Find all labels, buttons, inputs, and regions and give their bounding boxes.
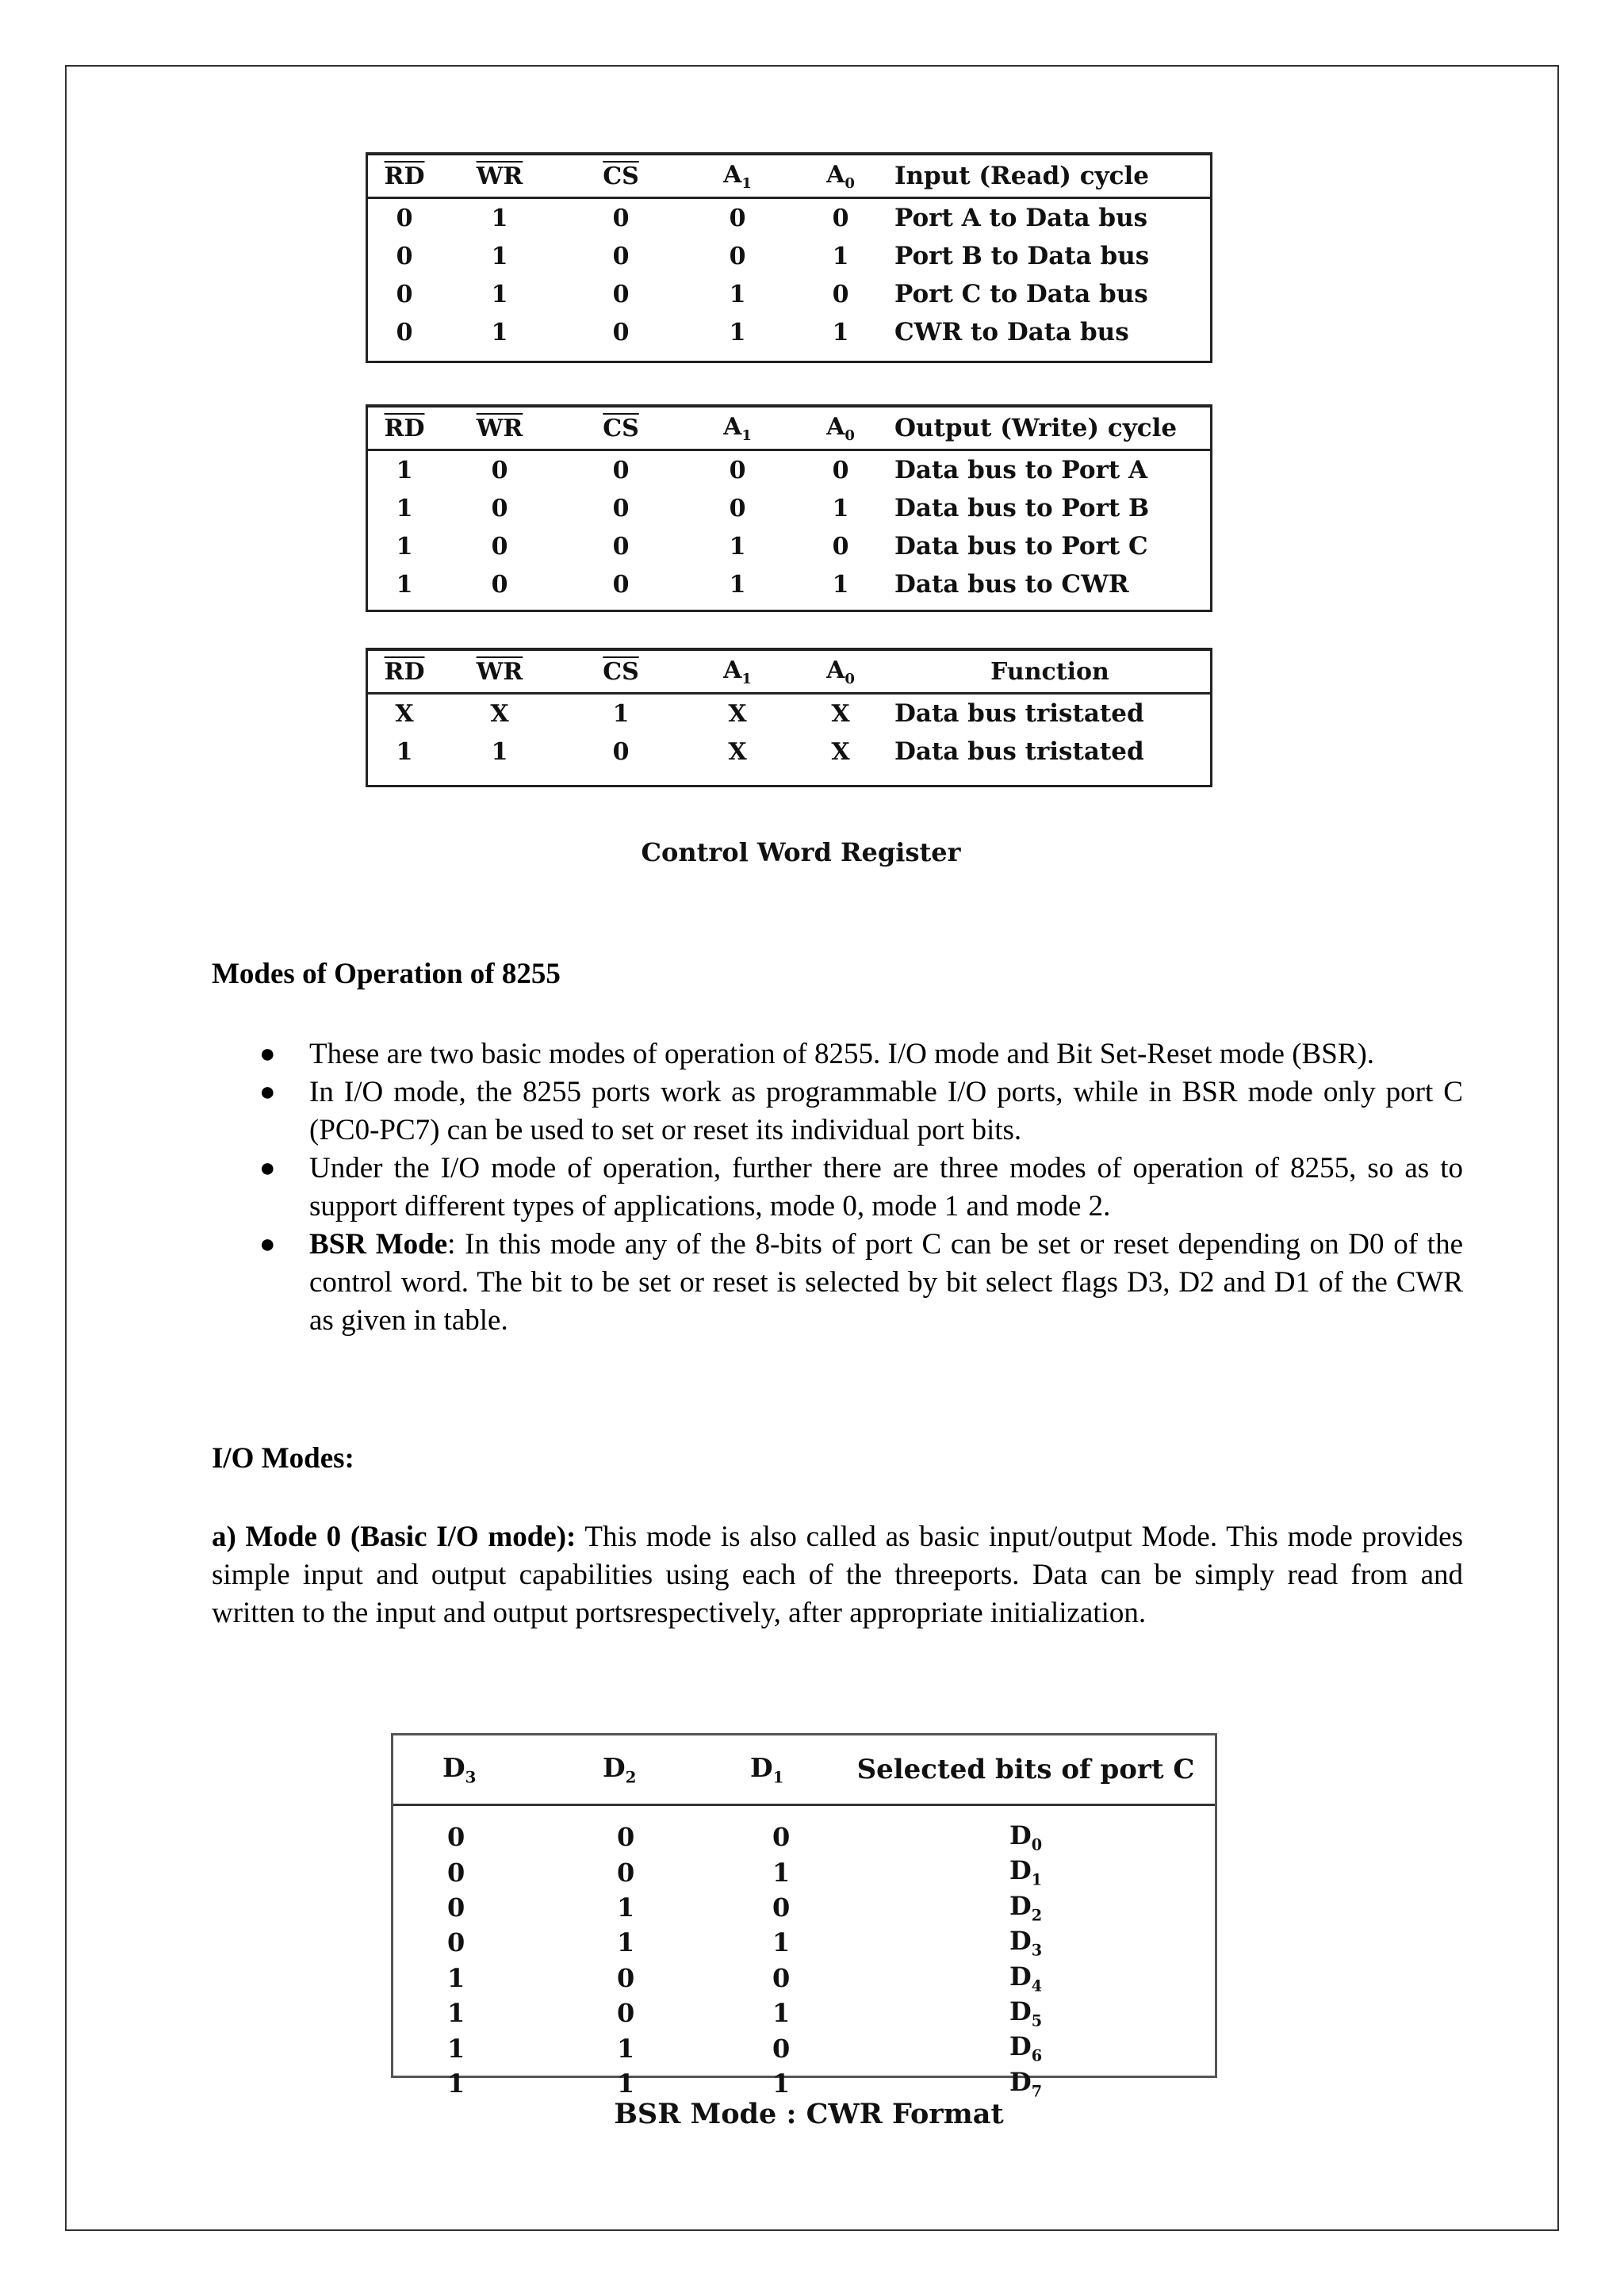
modes-heading: Modes of Operation of 8255 — [212, 958, 561, 990]
cell: 1 — [447, 1962, 465, 1993]
cell: 0 — [729, 456, 746, 484]
cell: 1 — [491, 280, 508, 308]
cell: 1 — [772, 2068, 791, 2099]
cell: 1 — [617, 1892, 635, 1923]
cell: 1 — [491, 242, 508, 270]
table-row — [368, 313, 1210, 351]
bullet-icon: ● — [259, 1230, 276, 1259]
a0-header: $A_0$ — [826, 656, 855, 687]
cell: Data bus tristated — [894, 699, 1144, 728]
wr-header: $\overline{WR}$ — [476, 162, 523, 190]
d3-header: $D_3$ — [393, 1735, 563, 1805]
input-cycle-table — [366, 152, 1212, 363]
cwr-caption: Control Word Register — [641, 837, 961, 867]
cell: 0 — [612, 456, 630, 484]
cell: X — [728, 737, 747, 766]
cell: 0 — [729, 204, 746, 232]
a1-header: $A_1$ — [723, 160, 752, 192]
cell: 1 — [772, 1998, 791, 2029]
cell: 0 — [612, 242, 630, 270]
a1-header: $A_1$ — [723, 412, 752, 444]
cell: 1 — [612, 699, 630, 728]
cell: 1 — [491, 204, 508, 232]
cell: 1 — [729, 570, 746, 599]
cell: 0 — [617, 1822, 635, 1853]
table-row — [393, 1890, 1215, 1925]
cell: 0 — [832, 204, 849, 232]
cell: 0 — [491, 532, 508, 561]
cell: $D_0$ — [1009, 1820, 1043, 1854]
cell: 0 — [491, 570, 508, 599]
cell: 0 — [447, 1857, 465, 1888]
cell: 0 — [772, 1822, 791, 1853]
cell: 1 — [447, 2033, 465, 2064]
rd-header: $\overline{RD}$ — [384, 657, 425, 686]
bsr-mode-label: BSR Mode — [309, 1228, 448, 1261]
cell: 0 — [617, 1962, 635, 1993]
cell: 1 — [772, 1927, 791, 1958]
cell: 0 — [612, 204, 630, 232]
cell: 1 — [491, 318, 508, 346]
a0-header: $A_0$ — [826, 160, 855, 192]
cell: 0 — [447, 1892, 465, 1923]
cell: 0 — [491, 456, 508, 484]
cs-header: $\overline{CS}$ — [603, 414, 639, 442]
cell: 1 — [832, 242, 849, 270]
list-item — [212, 1073, 1463, 1150]
cell: Data bus to Port C — [894, 532, 1148, 561]
cell: 1 — [396, 570, 413, 599]
list-item — [212, 1150, 1463, 1226]
bullet-text: Under the I/O mode of operation, further there are three modes of operation of 8255, so as to support different types of applications, mode 0, mode 1 and mode 2. — [309, 1152, 1463, 1223]
cell: $D_1$ — [1009, 1855, 1043, 1889]
cell: 1 — [396, 456, 413, 484]
table-row — [368, 489, 1210, 527]
cell: 1 — [396, 494, 413, 522]
cell: Data bus tristated — [894, 737, 1144, 766]
table-row — [393, 1805, 1215, 1855]
cell: $D_3$ — [1009, 1926, 1043, 1960]
cell: 0 — [396, 318, 413, 346]
cell: 0 — [396, 242, 413, 270]
cell: 0 — [729, 242, 746, 270]
bullet-icon: ● — [259, 1039, 276, 1069]
cell: Port A to Data bus — [894, 204, 1148, 232]
table-row — [393, 1961, 1215, 1996]
mode0-label: a) Mode 0 (Basic I/O mode): — [212, 1521, 576, 1553]
bullet-text: These are two basic modes of operation of 8255. I/O mode and Bit Set-Reset mode (BSR). — [309, 1038, 1375, 1070]
mode0-text: This mode is also called as basic input/output Mode. This mode provides simple input and output capabilities using each of the threeports. Data can be simply read from and written to the input and output portsrespectively, after appropriate initialization. — [212, 1521, 1463, 1629]
table-row — [393, 2066, 1215, 2101]
table-row — [368, 565, 1210, 603]
table-row — [393, 1854, 1215, 1889]
cell: 1 — [617, 1927, 635, 1958]
bullet-text: In I/O mode, the 8255 ports work as programmable I/O ports, while in BSR mode only port C (PC0-PC7) can be used to set or reset its individual port bits. — [309, 1076, 1463, 1146]
table-row — [393, 2030, 1215, 2065]
table-row — [393, 1925, 1215, 1960]
cell: X — [831, 699, 850, 728]
bsr-table — [391, 1733, 1217, 2101]
wr-header: $\overline{WR}$ — [476, 414, 523, 442]
cell: X — [728, 699, 747, 728]
cell: $D_4$ — [1009, 1961, 1043, 1995]
cell: 1 — [729, 280, 746, 308]
cell: 1 — [772, 1857, 791, 1888]
cell: $D_2$ — [1009, 1890, 1043, 1925]
cell: 1 — [396, 532, 413, 561]
cell: 0 — [612, 570, 630, 599]
table-header-row — [368, 155, 1210, 198]
cell: 0 — [832, 280, 849, 308]
cell: 1 — [396, 737, 413, 766]
rd-header: $\overline{RD}$ — [384, 414, 425, 442]
io-modes-heading: I/O Modes: — [212, 1442, 354, 1475]
selected-bits-header: Selected bits of port C — [837, 1735, 1215, 1805]
wr-header: $\overline{WR}$ — [476, 657, 523, 686]
rd-header: $\overline{RD}$ — [384, 162, 425, 190]
cell: 0 — [729, 494, 746, 522]
bullet-icon: ● — [259, 1154, 276, 1183]
cell: Data bus to CWR — [894, 570, 1129, 599]
cell: X — [490, 699, 509, 728]
table-row — [368, 450, 1210, 490]
cell: $D_5$ — [1009, 1996, 1043, 2030]
cell: 1 — [729, 532, 746, 561]
cell: Data bus to Port B — [894, 494, 1150, 522]
cell: $D_6$ — [1009, 2031, 1043, 2065]
cell: 0 — [447, 1927, 465, 1958]
table-header-row — [393, 1735, 1215, 1805]
cell: 0 — [772, 1892, 791, 1923]
cell: 0 — [491, 494, 508, 522]
mode0-paragraph — [212, 1518, 1463, 1632]
list-item — [212, 1226, 1463, 1340]
function-header: Function — [990, 657, 1109, 686]
cell: Port B to Data bus — [894, 242, 1150, 270]
cell: 0 — [612, 280, 630, 308]
cycle-header: Output (Write) cycle — [894, 414, 1178, 442]
table-row — [393, 1996, 1215, 2030]
cell: X — [831, 737, 850, 766]
cell: 0 — [612, 737, 630, 766]
table-row — [368, 733, 1210, 771]
table-row — [368, 237, 1210, 275]
table-header-row — [368, 651, 1210, 694]
cell: 0 — [447, 1822, 465, 1853]
cell: 0 — [612, 532, 630, 561]
cell: X — [395, 699, 414, 728]
cell: Port C to Data bus — [894, 280, 1148, 308]
cell: 0 — [612, 318, 630, 346]
modes-bullet-list — [212, 1035, 1463, 1340]
cs-header: $\overline{CS}$ — [603, 657, 639, 686]
cycle-header: Input (Read) cycle — [894, 162, 1150, 190]
cell: 1 — [447, 1998, 465, 2029]
output-cycle-table — [366, 404, 1212, 612]
function-table — [366, 648, 1212, 787]
cell: 0 — [772, 1962, 791, 1993]
cell: CWR to Data bus — [894, 318, 1129, 346]
d2-header: $D_2$ — [563, 1735, 718, 1805]
table-row — [368, 694, 1210, 733]
bullet-text: : In this mode any of the 8-bits of port C can be set or reset depending on D0 of the control word. The bit to be set or reset is selected by bit select flags D3, D2 and D1 of the CWR as given in table. — [309, 1228, 1463, 1337]
cell: 1 — [832, 318, 849, 346]
cell: 1 — [832, 494, 849, 522]
cell: 0 — [396, 280, 413, 308]
cell: 0 — [832, 532, 849, 561]
cell: 0 — [617, 1998, 635, 2029]
cell: 0 — [612, 494, 630, 522]
bsr-caption: BSR Mode : CWR Format — [614, 2098, 1004, 2130]
cell: 1 — [729, 318, 746, 346]
list-item — [212, 1035, 1463, 1073]
table-row — [368, 275, 1210, 313]
d1-header: $D_1$ — [718, 1735, 837, 1805]
a1-header: $A_1$ — [723, 656, 752, 687]
table-row — [368, 527, 1210, 565]
table-row — [368, 198, 1210, 238]
cs-header: $\overline{CS}$ — [603, 162, 639, 190]
cell: 1 — [447, 2068, 465, 2099]
a0-header: $A_0$ — [826, 412, 855, 444]
cell: 1 — [832, 570, 849, 599]
cell: 1 — [617, 2068, 635, 2099]
cell: 0 — [832, 456, 849, 484]
cell: 0 — [772, 2033, 791, 2064]
cell: Data bus to Port A — [894, 456, 1148, 484]
cell: $D_7$ — [1009, 2066, 1043, 2101]
cell: 1 — [617, 2033, 635, 2064]
bullet-icon: ● — [259, 1077, 276, 1107]
table-header-row — [368, 408, 1210, 450]
cell: 0 — [396, 204, 413, 232]
cell: 1 — [491, 737, 508, 766]
cell: 0 — [617, 1857, 635, 1888]
